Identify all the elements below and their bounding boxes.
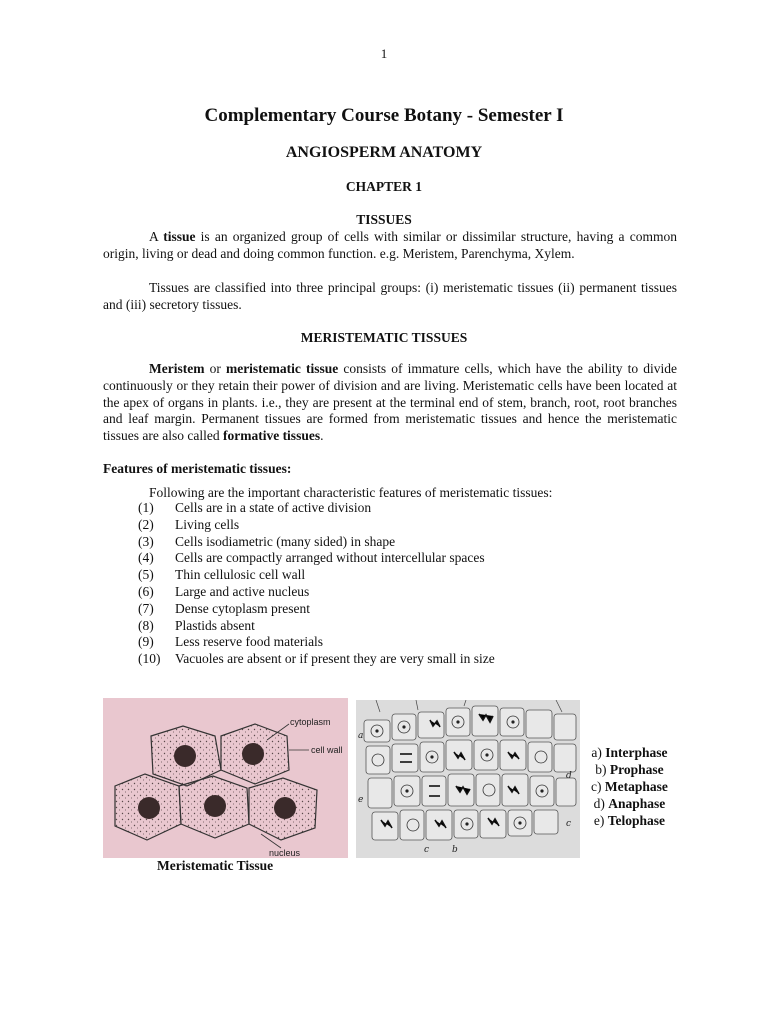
list-item: (7) Dense cytoplasm present (138, 600, 310, 616)
features-heading: Features of meristematic tissues: (103, 461, 292, 476)
features-intro: Following are the important characteristic features of meristematic tissues: (149, 485, 553, 500)
list-item: (6) Large and active nucleus (138, 583, 310, 599)
figure-caption: Meristematic Tissue (157, 858, 274, 873)
list-item: a) Interphase (591, 745, 668, 760)
list-item: (5) Thin cellulosic cell wall (138, 567, 306, 583)
figure-letter-e: e (358, 795, 364, 805)
dividing-cells-illustration (356, 700, 580, 858)
list-item: (2) Living cells (138, 516, 240, 532)
figure-letter-c: c (424, 845, 430, 855)
list-item: (4) Cells are compactly arranged without intercellular spaces (138, 550, 485, 566)
list-item: (8) Plastids absent (138, 617, 255, 633)
list-item: (10) Vacuoles are absent or if present they are very small in size (138, 651, 495, 667)
cytoplasm-label: cytoplasm (290, 717, 331, 727)
meristematic-cells-illustration (103, 698, 348, 858)
nucleus-label: nucleus (269, 848, 301, 858)
list-item: (1) Cells are in a state of active division (138, 500, 372, 515)
document-title: Complementary Course Botany - Semester I (204, 105, 564, 126)
figure-letter-b: b (452, 845, 458, 855)
figure-letter-d: d (566, 771, 572, 781)
list-item: (9) Less reserve food materials (138, 634, 324, 650)
figure-letter-c-right: c (566, 819, 572, 829)
meristematic-heading: MERISTEMATIC TISSUES (300, 330, 468, 345)
cell-wall-label: cell wall (311, 745, 343, 755)
list-item: c) Metaphase (591, 779, 668, 794)
list-item: e) Telophase (593, 813, 666, 828)
tissues-heading: TISSUES (356, 212, 412, 227)
list-item: b) Prophase (595, 762, 664, 777)
tissue-definition-paragraph: A tissue is an organized group of cells with similar or dissimilar structure, having a common origin, living or dead and doing common function. e.g. Meristem, Parenchyma, Xylem. (103, 229, 677, 261)
list-item: d) Anaphase (593, 796, 666, 811)
term-tissue: tissue (163, 229, 196, 244)
figure-letter-a: a (358, 731, 364, 741)
page-number: 1 (380, 46, 388, 61)
chapter-heading: CHAPTER 1 (345, 179, 423, 194)
document-subtitle: ANGIOSPERM ANATOMY (285, 144, 483, 161)
list-item: (3) Cells isodiametric (many sided) in shape (138, 533, 396, 549)
features-list (138, 500, 495, 668)
meristem-paragraph: Meristem or meristematic tissue consists of immature cells, which have the ability to divide continuously or they retain their power of division and are living. Meristematic cells have been located at the apex of organs in plants. i.e., they are present at the terminal end of stem, branch, root, root branches and leaf margin. Permanent tissues are formed from meristematic tissues and hence the meristematic tissues are also called formative tissues. (103, 361, 677, 444)
meristematic-tissue-figure (103, 698, 348, 858)
tissue-classification-paragraph: Tissues are classified into three principal groups: (i) meristematic tissues (ii) permanent tissues and (iii) secretory tissues. (103, 280, 677, 312)
mitosis-stages-figure (356, 700, 580, 858)
mitosis-phase-legend (591, 744, 668, 829)
